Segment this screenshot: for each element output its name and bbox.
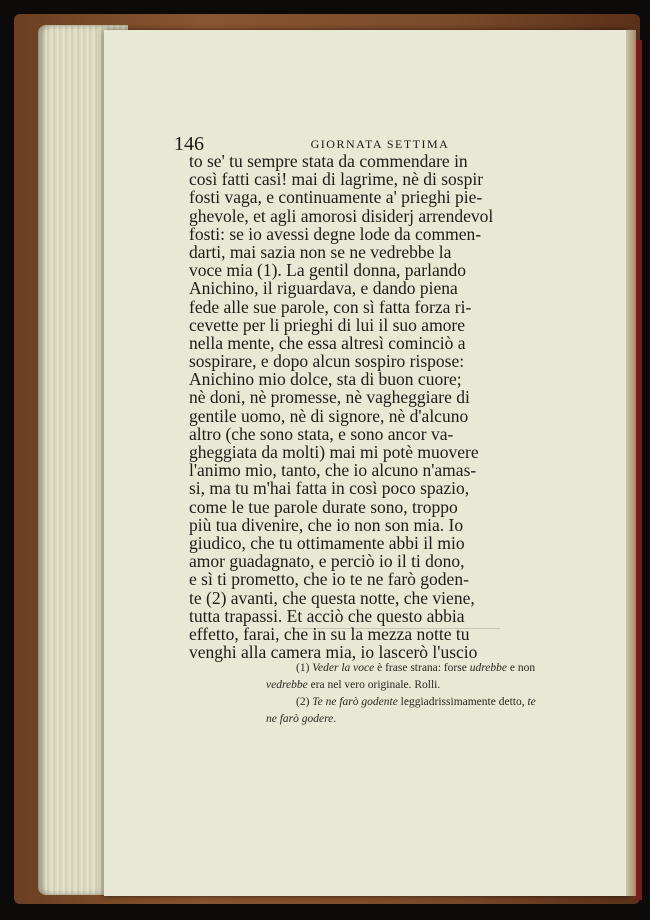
footnote-italic: te — [527, 696, 536, 708]
text-line: si, ma tu m'hai fatta in così poco spazio, — [189, 478, 470, 499]
footnote-italic: Te ne farò godente — [312, 696, 398, 708]
text-line: fosti vaga, e continuamente a' prieghi pie- — [189, 187, 483, 208]
footnotes — [266, 660, 596, 728]
footnote-text: e non — [506, 662, 536, 674]
text-line: fosti: se io avessi degne lode da commen- — [189, 223, 482, 244]
binding-strip — [636, 40, 642, 900]
text-line: cevette per li prieghi di lui il suo amore — [189, 314, 466, 335]
text-line: to se' tu sempre stata da commendare in — [189, 151, 468, 171]
text-line: giudico, che tu ottimamente abbi il mio — [189, 532, 465, 553]
text-line: così fatti casi! mai di lagrime, nè di sospir — [189, 169, 484, 190]
text-line: come le tue parole durate sono, troppo — [189, 496, 458, 517]
footnote-marker: (1) — [296, 662, 310, 674]
text-line: più tua divenire, che io non son mia. Io — [189, 514, 464, 535]
text-line: ghevole, et agli amorosi disiderj arrendevol — [189, 205, 494, 226]
footnote-2 — [266, 694, 596, 728]
footnote-text: era nel vero originale. Rolli. — [307, 679, 441, 691]
footnote-divider — [290, 628, 500, 629]
text-line: l'animo mio, tanto, che io alcuno n'amas- — [189, 460, 477, 481]
text-line: nella mente, che essa altresì cominciò a — [189, 332, 466, 353]
footnote-marker: (2) — [296, 696, 310, 708]
text-line: e sì ti prometto, che io te ne farò goden- — [189, 569, 469, 590]
running-title: GIORNATA SETTIMA — [310, 137, 450, 151]
footnote-1 — [266, 660, 596, 694]
text-line: amor guadagnato, e perciò io il ti dono, — [189, 551, 465, 572]
footnote-italic: udrebbe — [469, 662, 507, 674]
footnote-text: è frase strana: forse — [374, 662, 470, 674]
text-line: Anichino mio dolce, sta di buon cuore; — [189, 369, 462, 390]
text-line: voce mia (1). La gentil donna, parlando — [189, 260, 466, 281]
text-line: altro (che sono stata, e sono ancor va- — [189, 423, 454, 444]
text-line: venghi alla camera mia, io lascerò l'uscio — [189, 642, 478, 663]
text-line: darti, mai sazia non se ne vedrebbe la — [189, 241, 452, 262]
footnote-text: . — [333, 713, 337, 725]
text-line: te (2) avanti, che questa notte, che viene, — [189, 587, 475, 608]
text-line: nè doni, nè promesse, nè vagheggiare di — [189, 387, 470, 408]
footnote-italic: vedrebbe — [266, 679, 308, 691]
footnote-text: leggiadrissimamente detto, — [397, 696, 528, 708]
text-line: gentile uomo, nè di signore, nè d'alcuno — [189, 405, 469, 426]
right-page-edge — [626, 30, 636, 896]
text-line: gheggiata da molti) mai mi potè muovere — [189, 442, 479, 462]
body-text — [189, 152, 589, 661]
page-number: 146 — [174, 133, 204, 155]
text-line: fede alle sue parole, con sì fatta forza ri- — [189, 296, 472, 317]
text-line: Anichino, il riguardava, e dando piena — [189, 278, 458, 299]
text-line: tutta trapassi. Et acciò che questo abbia — [189, 605, 465, 626]
text-line: effetto, farai, che in su la mezza notte tu — [189, 623, 470, 644]
text-line: sospirare, e dopo alcun sospiro rispose: — [189, 351, 465, 372]
footnote-italic: ne farò godere — [266, 713, 334, 725]
footnote-italic: Veder la voce — [312, 662, 375, 674]
